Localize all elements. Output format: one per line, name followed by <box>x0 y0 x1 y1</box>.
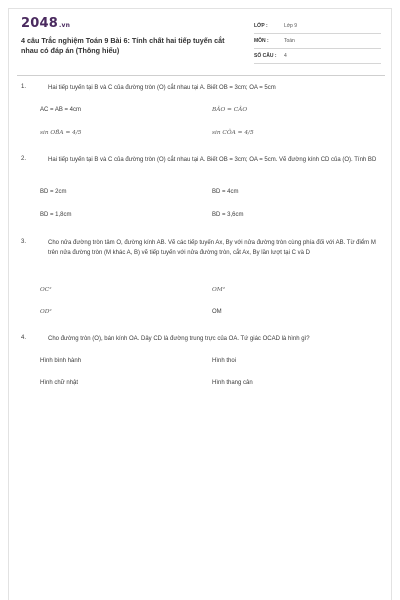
meta-key: MÔN : <box>254 38 269 44</box>
option-3a[interactable]: OC² <box>40 287 52 293</box>
option-2c[interactable]: BD = 1,8cm <box>40 212 72 218</box>
document-title: 4 câu Trắc nghiệm Toán 9 Bài 6: Tính chất hai tiếp tuyến cắt nhau có đáp án (Thông hiểu) <box>21 36 225 55</box>
header-divider <box>17 75 385 76</box>
option-1d[interactable]: sin CÔA = 4/5 <box>212 130 254 136</box>
option-4a[interactable]: Hình bình hành <box>40 358 82 364</box>
meta-row-count <box>254 49 381 64</box>
option-1a[interactable]: AC = AB = 4cm <box>40 107 82 113</box>
option-2a[interactable]: BD = 2cm <box>40 189 67 195</box>
option-3c[interactable]: OD² <box>40 309 52 315</box>
question-text: Hai tiếp tuyến tại B và C của đường tròn (O) cắt nhau tại A. Biết OB = 3cm; OA = 5cm <box>48 85 276 91</box>
meta-value: 4 <box>284 53 287 59</box>
site-logo[interactable] <box>21 16 70 31</box>
option-1c[interactable]: sin OB̂A = 4/5 <box>40 130 82 136</box>
option-4d[interactable]: Hình thang cân <box>212 380 253 386</box>
meta-row-grade <box>254 19 381 34</box>
meta-value: Toán <box>284 38 295 44</box>
option-2b[interactable]: BD = 4cm <box>212 189 239 195</box>
option-3b[interactable]: OM² <box>212 287 226 293</box>
question-text: Cho đường tròn (O), bán kính OA. Dây CD là đường trung trực của OA. Tứ giác OCAD là hình gì? <box>48 336 310 342</box>
question-number: 4. <box>21 335 27 341</box>
meta-key: LỚP : <box>254 23 268 29</box>
document-page <box>8 8 392 600</box>
meta-value: Lớp 9 <box>284 23 298 29</box>
meta-key: SỐ CÂU : <box>254 53 277 59</box>
question-text: Cho nửa đường tròn tâm O, đường kính AB. Vẽ các tiếp tuyến Ax, By với nửa đường tròn cùng phía đối với AB. Từ điểm M trên nửa đường tròn (M khác A, B) vẽ tiếp tuyến với nửa đường tròn, cắt Ax, By lần lượt tại C và D <box>48 240 376 256</box>
question-number: 1. <box>21 84 27 90</box>
question-number: 2. <box>21 156 27 162</box>
option-4c[interactable]: Hình chữ nhật <box>40 380 79 386</box>
meta-info <box>254 19 381 64</box>
option-2d[interactable]: BD = 3,6cm <box>212 212 244 218</box>
logo-suffix: .vn <box>58 22 71 29</box>
meta-row-subject <box>254 34 381 49</box>
option-4b[interactable]: Hình thoi <box>212 358 237 364</box>
logo-text: 2048 <box>21 16 58 31</box>
question-text: Hai tiếp tuyến tại B và C của đường tròn (O) cắt nhau tại A. Biết OB = 3cm; OA = 5cm. Vẽ đường kính CD của (O). Tính BD <box>48 157 377 163</box>
option-1b[interactable]: BÂO = CÂO <box>212 107 248 113</box>
option-3d[interactable]: OM <box>212 309 222 315</box>
question-number: 3. <box>21 239 27 245</box>
